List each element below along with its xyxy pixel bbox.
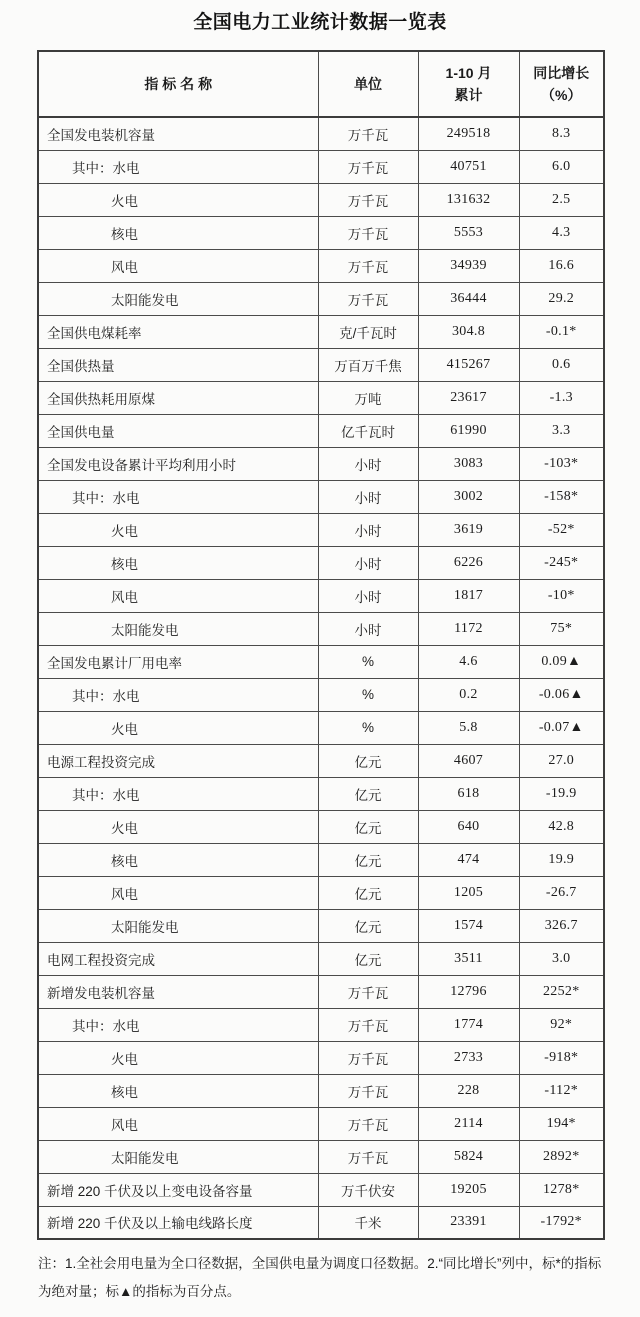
indicator-cell: 全国供热量 [38, 348, 318, 381]
table-row [38, 777, 604, 810]
table-row [38, 183, 604, 216]
indicator-cell: 火电 [38, 1041, 318, 1074]
unit-cell: 万百万千焦 [318, 348, 418, 381]
indicator-cell: 太阳能发电 [38, 1140, 318, 1173]
yoy-cell: -1.3 [519, 381, 604, 414]
unit-cell: 万千瓦 [318, 975, 418, 1008]
unit-cell: 万千瓦 [318, 117, 418, 150]
yoy-cell: 194* [519, 1107, 604, 1140]
unit-cell: 万千瓦 [318, 216, 418, 249]
unit-cell: 小时 [318, 579, 418, 612]
unit-cell: 万千瓦 [318, 249, 418, 282]
table-row [38, 348, 604, 381]
yoy-cell: 0.09▲ [519, 645, 604, 678]
value-cell: 131632 [418, 183, 519, 216]
indicator-cell: 新增 220 千伏及以上变电设备容量 [38, 1173, 318, 1206]
yoy-cell: 29.2 [519, 282, 604, 315]
value-cell: 12796 [418, 975, 519, 1008]
unit-cell: % [318, 711, 418, 744]
value-cell: 6226 [418, 546, 519, 579]
table-row [38, 480, 604, 513]
table-row [38, 150, 604, 183]
unit-cell: 万千瓦 [318, 1041, 418, 1074]
value-cell: 2733 [418, 1041, 519, 1074]
indicator-cell: 火电 [38, 513, 318, 546]
table-row [38, 315, 604, 348]
yoy-cell: -26.7 [519, 876, 604, 909]
header-yoy-line1: 同比增长 [533, 64, 590, 81]
indicator-cell: 火电 [38, 711, 318, 744]
table-header [38, 51, 604, 117]
table-row [38, 1140, 604, 1173]
table-row [38, 513, 604, 546]
table-row [38, 843, 604, 876]
yoy-cell: 4.3 [519, 216, 604, 249]
table-row [38, 810, 604, 843]
yoy-cell: -10* [519, 579, 604, 612]
value-cell: 40751 [418, 150, 519, 183]
table-row [38, 975, 604, 1008]
indicator-cell: 全国发电累计厂用电率 [38, 645, 318, 678]
table-row [38, 612, 604, 645]
indicator-cell: 其中：水电 [38, 150, 318, 183]
unit-cell: 小时 [318, 546, 418, 579]
yoy-cell: 27.0 [519, 744, 604, 777]
yoy-cell: 42.8 [519, 810, 604, 843]
value-cell: 3002 [418, 480, 519, 513]
value-cell: 304.8 [418, 315, 519, 348]
indicator-cell: 风电 [38, 876, 318, 909]
value-cell: 61990 [418, 414, 519, 447]
unit-cell: 克/千瓦时 [318, 315, 418, 348]
yoy-cell: 2252* [519, 975, 604, 1008]
unit-cell: % [318, 678, 418, 711]
unit-cell: 万吨 [318, 381, 418, 414]
statistics-table [37, 50, 605, 1240]
yoy-cell: -103* [519, 447, 604, 480]
unit-cell: 万千瓦 [318, 150, 418, 183]
indicator-cell: 其中：水电 [38, 678, 318, 711]
yoy-cell: 75* [519, 612, 604, 645]
yoy-cell: -0.06▲ [519, 678, 604, 711]
value-cell: 23391 [418, 1206, 519, 1239]
table-row [38, 117, 604, 150]
yoy-cell: -158* [519, 480, 604, 513]
value-cell: 1205 [418, 876, 519, 909]
value-cell: 5553 [418, 216, 519, 249]
value-cell: 640 [418, 810, 519, 843]
yoy-cell: -112* [519, 1074, 604, 1107]
table-body [38, 117, 604, 1239]
table-row [38, 546, 604, 579]
unit-cell: 万千瓦 [318, 282, 418, 315]
yoy-cell: 326.7 [519, 909, 604, 942]
unit-cell: 万千瓦 [318, 1008, 418, 1041]
value-cell: 0.2 [418, 678, 519, 711]
indicator-cell: 其中：水电 [38, 480, 318, 513]
table-row [38, 447, 604, 480]
unit-cell: 亿元 [318, 843, 418, 876]
table-row [38, 744, 604, 777]
yoy-cell: 2.5 [519, 183, 604, 216]
value-cell: 2114 [418, 1107, 519, 1140]
indicator-cell: 火电 [38, 810, 318, 843]
value-cell: 5.8 [418, 711, 519, 744]
value-cell: 36444 [418, 282, 519, 315]
indicator-cell: 全国发电装机容量 [38, 117, 318, 150]
yoy-cell: 1278* [519, 1173, 604, 1206]
table-row [38, 1173, 604, 1206]
table-row [38, 1074, 604, 1107]
table-row [38, 645, 604, 678]
unit-cell: 亿元 [318, 876, 418, 909]
yoy-cell: 19.9 [519, 843, 604, 876]
indicator-cell: 风电 [38, 249, 318, 282]
unit-cell: 万千伏安 [318, 1173, 418, 1206]
value-cell: 19205 [418, 1173, 519, 1206]
yoy-cell: 8.3 [519, 117, 604, 150]
header-unit: 单位 [318, 51, 418, 117]
yoy-cell: 2892* [519, 1140, 604, 1173]
value-cell: 34939 [418, 249, 519, 282]
indicator-cell: 风电 [38, 1107, 318, 1140]
header-yoy [519, 51, 604, 117]
indicator-cell: 其中：水电 [38, 1008, 318, 1041]
value-cell: 23617 [418, 381, 519, 414]
indicator-cell: 核电 [38, 546, 318, 579]
table-row [38, 1107, 604, 1140]
value-cell: 1774 [418, 1008, 519, 1041]
indicator-cell: 核电 [38, 1074, 318, 1107]
indicator-cell: 太阳能发电 [38, 282, 318, 315]
header-indicator: 指 标 名 称 [38, 51, 318, 117]
table-row [38, 1008, 604, 1041]
indicator-cell: 电源工程投资完成 [38, 744, 318, 777]
yoy-cell: -52* [519, 513, 604, 546]
table-row [38, 282, 604, 315]
header-period [418, 51, 519, 117]
header-row [38, 51, 604, 117]
table-row [38, 711, 604, 744]
yoy-cell: 92* [519, 1008, 604, 1041]
yoy-cell: 0.6 [519, 348, 604, 381]
header-yoy-line2: （%） [541, 87, 582, 103]
table-row [38, 876, 604, 909]
value-cell: 1574 [418, 909, 519, 942]
yoy-cell: 3.0 [519, 942, 604, 975]
value-cell: 474 [418, 843, 519, 876]
yoy-cell: -1792* [519, 1206, 604, 1239]
value-cell: 228 [418, 1074, 519, 1107]
table-row [38, 414, 604, 447]
indicator-cell: 火电 [38, 183, 318, 216]
table-row [38, 909, 604, 942]
unit-cell: 万千瓦 [318, 1074, 418, 1107]
table-row [38, 249, 604, 282]
table-row [38, 678, 604, 711]
indicator-cell: 核电 [38, 843, 318, 876]
indicator-cell: 其中：水电 [38, 777, 318, 810]
indicator-cell: 全国供电煤耗率 [38, 315, 318, 348]
table-row [38, 1206, 604, 1239]
unit-cell: 亿千瓦时 [318, 414, 418, 447]
value-cell: 415267 [418, 348, 519, 381]
unit-cell: % [318, 645, 418, 678]
unit-cell: 万千瓦 [318, 1140, 418, 1173]
value-cell: 3083 [418, 447, 519, 480]
unit-cell: 亿元 [318, 810, 418, 843]
indicator-cell: 太阳能发电 [38, 612, 318, 645]
yoy-cell: 6.0 [519, 150, 604, 183]
unit-cell: 小时 [318, 513, 418, 546]
indicator-cell: 全国供热耗用原煤 [38, 381, 318, 414]
unit-cell: 亿元 [318, 744, 418, 777]
value-cell: 3619 [418, 513, 519, 546]
unit-cell: 小时 [318, 447, 418, 480]
unit-cell: 亿元 [318, 942, 418, 975]
unit-cell: 小时 [318, 612, 418, 645]
value-cell: 1172 [418, 612, 519, 645]
unit-cell: 亿元 [318, 909, 418, 942]
yoy-cell: -245* [519, 546, 604, 579]
unit-cell: 万千瓦 [318, 183, 418, 216]
table-row [38, 579, 604, 612]
header-period-line2: 累计 [454, 87, 483, 103]
unit-cell: 小时 [318, 480, 418, 513]
yoy-cell: -0.07▲ [519, 711, 604, 744]
indicator-cell: 电网工程投资完成 [38, 942, 318, 975]
indicator-cell: 全国供电量 [38, 414, 318, 447]
value-cell: 1817 [418, 579, 519, 612]
header-period-line1: 1-10 月 [445, 64, 492, 81]
indicator-cell: 新增发电装机容量 [38, 975, 318, 1008]
yoy-cell: -0.1* [519, 315, 604, 348]
indicator-cell: 太阳能发电 [38, 909, 318, 942]
table-row [38, 216, 604, 249]
table-row [38, 381, 604, 414]
value-cell: 618 [418, 777, 519, 810]
value-cell: 3511 [418, 942, 519, 975]
indicator-cell: 全国发电设备累计平均利用小时 [38, 447, 318, 480]
unit-cell: 万千瓦 [318, 1107, 418, 1140]
footnote: 注：1.全社会用电量为全口径数据，全国供电量为调度口径数据。2.“同比增长”列中，标*的指标为绝对量；标▲的指标为百分点。 [38, 1256, 602, 1299]
yoy-cell: 3.3 [519, 414, 604, 447]
value-cell: 5824 [418, 1140, 519, 1173]
value-cell: 4.6 [418, 645, 519, 678]
indicator-cell: 核电 [38, 216, 318, 249]
table-row [38, 942, 604, 975]
unit-cell: 亿元 [318, 777, 418, 810]
indicator-cell: 风电 [38, 579, 318, 612]
table-row [38, 1041, 604, 1074]
yoy-cell: 16.6 [519, 249, 604, 282]
yoy-cell: -19.9 [519, 777, 604, 810]
yoy-cell: -918* [519, 1041, 604, 1074]
value-cell: 4607 [418, 744, 519, 777]
unit-cell: 千米 [318, 1206, 418, 1239]
value-cell: 249518 [418, 117, 519, 150]
page-title: 全国电力工业统计数据一览表 [193, 12, 447, 33]
indicator-cell: 新增 220 千伏及以上输电线路长度 [38, 1206, 318, 1239]
